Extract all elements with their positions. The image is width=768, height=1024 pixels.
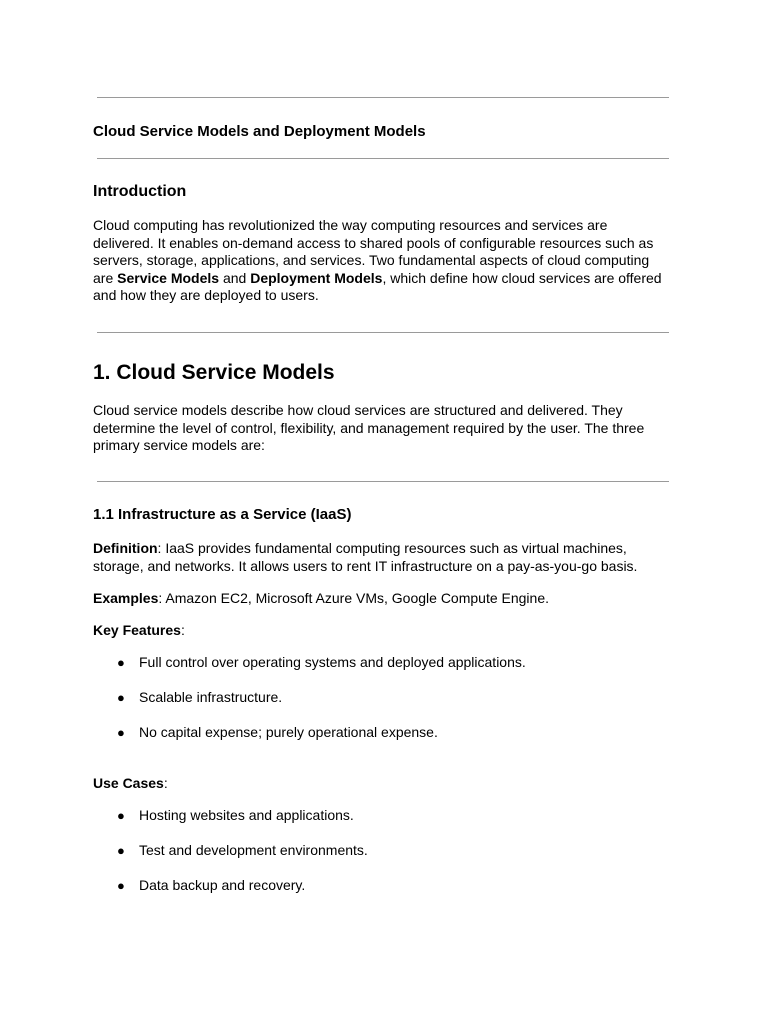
list-item-text: Hosting websites and applications. [139,807,354,823]
use-cases-colon: : [163,775,168,791]
key-features-label-text: Key Features [93,622,181,638]
list-item [117,654,526,672]
intro-paragraph [93,217,671,305]
iaas-examples [93,590,671,608]
intro-bold-deployment-models: Deployment Models [250,269,383,286]
key-features-colon: : [180,622,185,638]
list-item-text: Full control over operating systems and deployed applications. [139,654,526,670]
definition-text: : IaaS provides fundamental computing resources such as virtual machines, storage, and networks. It allows users to rent IT infrastructure on a pay-as-you-go basis. [93,540,638,574]
use-cases-label [93,775,168,793]
intro-text-2: and [219,269,251,286]
list-item [117,807,354,825]
intro-heading: Introduction [93,183,187,200]
horizontal-rule [97,158,669,159]
bullet-icon: ● [117,808,125,823]
section-heading-service-models: 1. Cloud Service Models [93,361,335,384]
intro-text-1: Cloud computing has revolutionized the way computing resources and services are delivered. It enables on-demand access to shared pools of configurable resources such as servers, storage, applications, and services. Two fundamental aspects of cloud computing are [93,217,654,286]
list-item [117,724,438,742]
iaas-definition [93,540,671,575]
definition-label: Definition [93,540,158,556]
list-item-text: No capital expense; purely operational expense. [139,724,438,740]
list-item [117,877,305,895]
list-item-text: Data backup and recovery. [139,877,306,893]
horizontal-rule [97,97,669,98]
list-item [117,689,282,707]
bullet-icon: ● [117,843,125,858]
list-item-text: Test and development environments. [139,842,368,858]
intro-text-3: , which define how cloud services are offered and how they are deployed to users. [93,269,662,304]
document-title: Cloud Service Models and Deployment Models [93,123,426,140]
bullet-icon: ● [117,878,125,893]
intro-bold-service-models: Service Models [117,269,220,286]
examples-label: Examples [93,590,159,606]
list-item [117,842,368,860]
key-features-label [93,622,185,640]
service-models-paragraph: Cloud service models describe how cloud services are structured and delivered. They determine the level of control, flexibility, and management required by the user. The three primary service models are: [93,402,645,454]
bullet-icon: ● [117,690,125,705]
use-cases-label-text: Use Cases [93,775,164,791]
subsection-heading-iaas: 1.1 Infrastructure as a Service (IaaS) [93,506,352,523]
bullet-icon: ● [117,725,125,740]
horizontal-rule [97,481,669,482]
list-item-text: Scalable infrastructure. [139,689,283,705]
bullet-icon: ● [117,655,125,670]
examples-text: : Amazon EC2, Microsoft Azure VMs, Google Compute Engine. [158,590,550,606]
horizontal-rule [97,332,669,333]
